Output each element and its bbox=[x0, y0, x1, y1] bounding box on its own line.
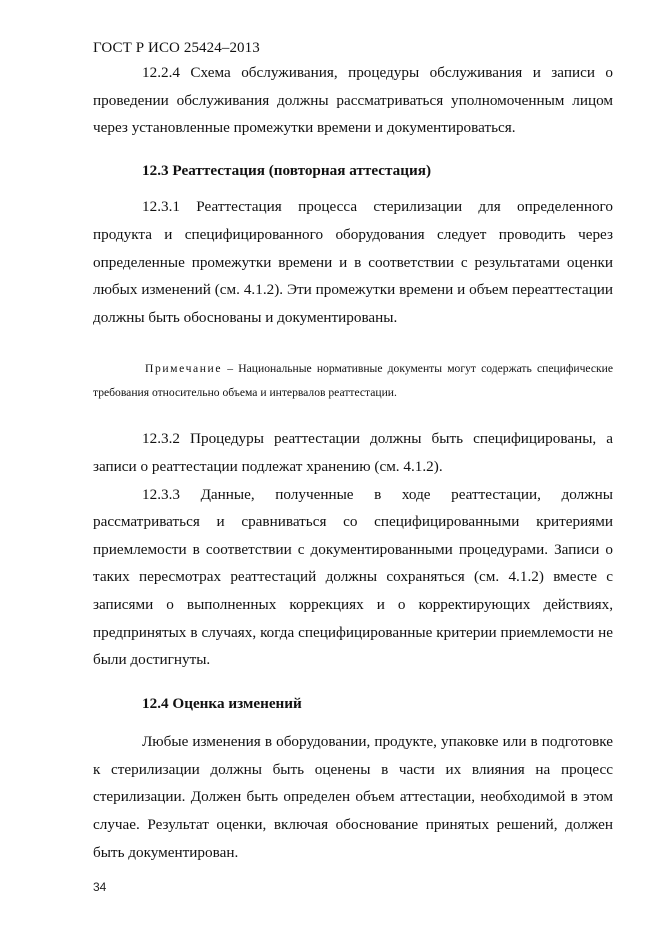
page-content bbox=[93, 59, 613, 866]
note-text: – Национальные нормативные документы могут содержать специфические требования относительно объема и интервалов реаттестации. bbox=[93, 362, 613, 400]
page-number: 34 bbox=[93, 880, 107, 894]
note-label: Примечание bbox=[145, 362, 223, 376]
standard-header: ГОСТ Р ИСО 25424–2013 bbox=[93, 40, 260, 56]
paragraph-12-2-4: 12.2.4 Схема обслуживания, процедуры обслуживания и записи о проведении обслуживания должны рассматриваться уполномоченным лицом через установленные промежутки времени и документироваться. bbox=[93, 64, 613, 137]
paragraph-12-3-2: 12.3.2 Процедуры реаттестации должны быть специфицированы, а записи о реаттестации подлежат хранению (см. 4.1.2). bbox=[93, 430, 613, 475]
section-heading-12-4: 12.4 Оценка изменений bbox=[142, 694, 302, 712]
section-heading-12-3: 12.3 Реаттестация (повторная аттестация) bbox=[142, 161, 432, 179]
paragraph-12-3-3: 12.3.3 Данные, полученные в ходе реаттестации, должны рассматриваться и сравниваться со специфицированными критериями приемлемости в соответствии с документированными процедурами. Записи о таких пересмотрах реаттестаций должны сохраняться (см. 4.1.2) вместе с записями о выполненных коррекциях и о корректирующих действиях, предпринятых в случаях, когда специфицированные критерии приемлемости не были достигнуты. bbox=[93, 485, 613, 669]
paragraph-12-3-1: 12.3.1 Реаттестация процесса стерилизации для определенного продукта и специфицированного оборудования следует проводить через определенные промежутки времени и в соответствии с результатами оценки любых изменений (см. 4.1.2). Эти промежутки времени и объем переаттестации должны быть обоснованы и документированы. bbox=[93, 198, 613, 326]
paragraph-12-4: Любые изменения в оборудовании, продукте, упаковке или в подготовке к стерилизации должны быть оценены в части их влияния на процесс стерилизации. Должен быть определен объем аттестации, необходимой в этом случае. Результат оценки, включая обоснование принятых решений, должен быть документирован. bbox=[93, 733, 613, 861]
note-block bbox=[93, 357, 613, 405]
